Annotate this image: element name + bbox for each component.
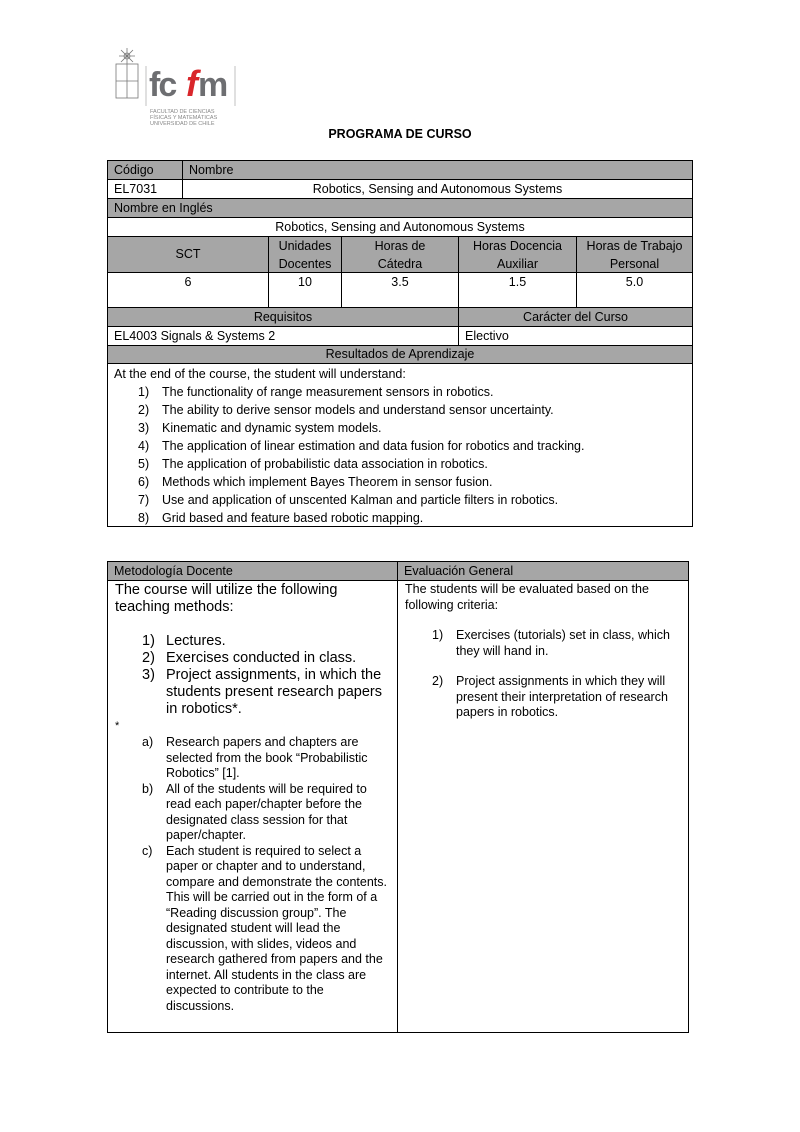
list-item (142, 735, 390, 782)
list-item (142, 844, 390, 1015)
list-number: 1) (138, 385, 150, 399)
list-number: 2) (432, 674, 444, 688)
caracter-value: Electivo (458, 326, 693, 346)
value-sct: 6 (107, 272, 269, 308)
list-text: Exercises (tutorials) set in class, which they will hand in. (456, 628, 670, 658)
codigo-value: EL7031 (107, 179, 183, 199)
header-auxiliar (458, 236, 577, 273)
header-sct: SCT (107, 236, 269, 273)
resultados-body (107, 363, 693, 527)
nombre-label: Nombre (182, 160, 693, 180)
header-line: Horas Docencia (473, 239, 562, 253)
list-text: Project assignments in which they will present their interpretation of research papers in robotics. (456, 674, 668, 719)
list-text: Project assignments, in which the students present research papers in robotics*. (166, 667, 383, 717)
header-line: Horas de (374, 239, 426, 253)
list-item (138, 455, 686, 473)
resultados-intro: At the end of the course, the student will understand: (114, 367, 406, 381)
list-number: 1) (142, 633, 155, 649)
list-item (142, 667, 390, 718)
resultados-list (138, 383, 686, 527)
list-text: Each student is required to select a paper or chapter and to understand, compare and demonstrate the contents. This will be carried out in the form of a “Reading discussion group”. The designated student will lead the discussion, with slides, videos and research gathered from papers and the internet. All students in the class are expected to contribute to the discussions. (166, 843, 387, 1013)
list-text: All of the students will be required to read each paper/chapter before the designated class session for that paper/chapter. (166, 781, 367, 842)
list-item (138, 419, 686, 437)
metodologia-intro: The course will utilize the following teaching methods: (115, 582, 338, 615)
requisitos-value: EL4003 Signals & Systems 2 (107, 326, 459, 346)
value-personal: 5.0 (576, 272, 693, 308)
list-number: 3) (138, 421, 150, 435)
list-item (138, 437, 686, 455)
svg-text:FACULTAD DE CIENCIAS: FACULTAD DE CIENCIAS (150, 109, 215, 115)
list-number: c) (142, 843, 153, 858)
metodologia-body (107, 580, 398, 1033)
list-text: The application of probabilistic data association in robotics. (162, 457, 488, 471)
list-number: 2) (142, 650, 155, 666)
page-title: PROGRAMA DE CURSO (328, 127, 472, 141)
evaluacion-label: Evaluación General (397, 561, 689, 581)
svg-text:UNIVERSIDAD DE CHILE: UNIVERSIDAD DE CHILE (150, 121, 215, 127)
evaluacion-body (397, 580, 689, 1033)
header-line: Unidades (278, 239, 332, 253)
list-text: The application of linear estimation and data fusion for robotics and tracking. (162, 439, 585, 453)
svg-text:FÍSICAS Y MATEMÁTICAS: FÍSICAS Y MATEMÁTICAS (150, 115, 218, 121)
list-item (138, 401, 686, 419)
header-catedra (341, 236, 459, 273)
value-auxiliar: 1.5 (458, 272, 577, 308)
metodologia-label: Metodología Docente (107, 561, 398, 581)
list-item (138, 491, 686, 509)
value-unidades: 10 (268, 272, 342, 308)
header-unidades (268, 236, 342, 273)
list-number: 6) (138, 475, 150, 489)
header-line: Personal (609, 257, 660, 271)
list-number: b) (142, 781, 154, 796)
list-item (138, 509, 686, 527)
metodologia-list (142, 633, 390, 718)
svg-text:fc: fc (149, 66, 176, 104)
footnote-list (142, 735, 390, 1014)
header-line: Horas de Trabajo (586, 239, 683, 253)
list-number: a) (142, 735, 154, 749)
caracter-label: Carácter del Curso (458, 307, 693, 327)
svg-text:m: m (198, 66, 229, 104)
resultados-label: Resultados de Aprendizaje (107, 345, 693, 364)
list-number: 5) (138, 457, 150, 471)
list-text: Lectures. (166, 633, 226, 649)
nombre-value: Robotics, Sensing and Autonomous Systems (182, 179, 693, 199)
list-item (138, 473, 686, 491)
header-personal (576, 236, 693, 273)
codigo-label: Código (107, 160, 183, 180)
list-text: Research papers and chapters are selected from the book “Probabilistic Robotics” [1]. (166, 735, 368, 780)
list-item (142, 650, 390, 667)
list-number: 3) (142, 667, 155, 683)
list-item (432, 628, 681, 659)
list-item (142, 633, 390, 650)
list-text: The ability to derive sensor models and understand sensor uncertainty. (162, 403, 554, 417)
list-text: Kinematic and dynamic system models. (162, 421, 382, 435)
list-number: 1) (432, 628, 444, 642)
value-catedra: 3.5 (341, 272, 459, 308)
list-text: Methods which implement Bayes Theorem in sensor fusion. (162, 475, 493, 489)
list-number: 8) (138, 511, 150, 525)
evaluacion-intro: The students will be evaluated based on the following criteria: (405, 582, 649, 612)
svg-text:f: f (186, 63, 198, 104)
list-item (142, 782, 390, 844)
list-number: 2) (138, 403, 150, 417)
list-text: Exercises conducted in class. (166, 650, 357, 666)
header-line: Docentes (278, 257, 332, 271)
header-line: Auxiliar (497, 257, 538, 271)
list-item (432, 674, 681, 721)
list-text: The functionality of range measurement sensors in robotics. (162, 385, 494, 399)
list-text: Use and application of unscented Kalman and particle filters in robotics. (162, 493, 559, 507)
list-text: Grid based and feature based robotic mapping. (162, 511, 424, 525)
requisitos-label: Requisitos (107, 307, 459, 327)
list-number: 4) (138, 439, 150, 453)
list-item (138, 383, 686, 401)
fcfm-logo (112, 46, 242, 131)
header-line: Cátedra (377, 257, 423, 271)
evaluacion-list (432, 628, 681, 721)
nombre-ingles-value: Robotics, Sensing and Autonomous Systems (107, 217, 693, 237)
footnote-mark: * (115, 720, 120, 732)
list-number: 7) (138, 493, 150, 507)
nombre-ingles-label: Nombre en Inglés (107, 198, 693, 218)
